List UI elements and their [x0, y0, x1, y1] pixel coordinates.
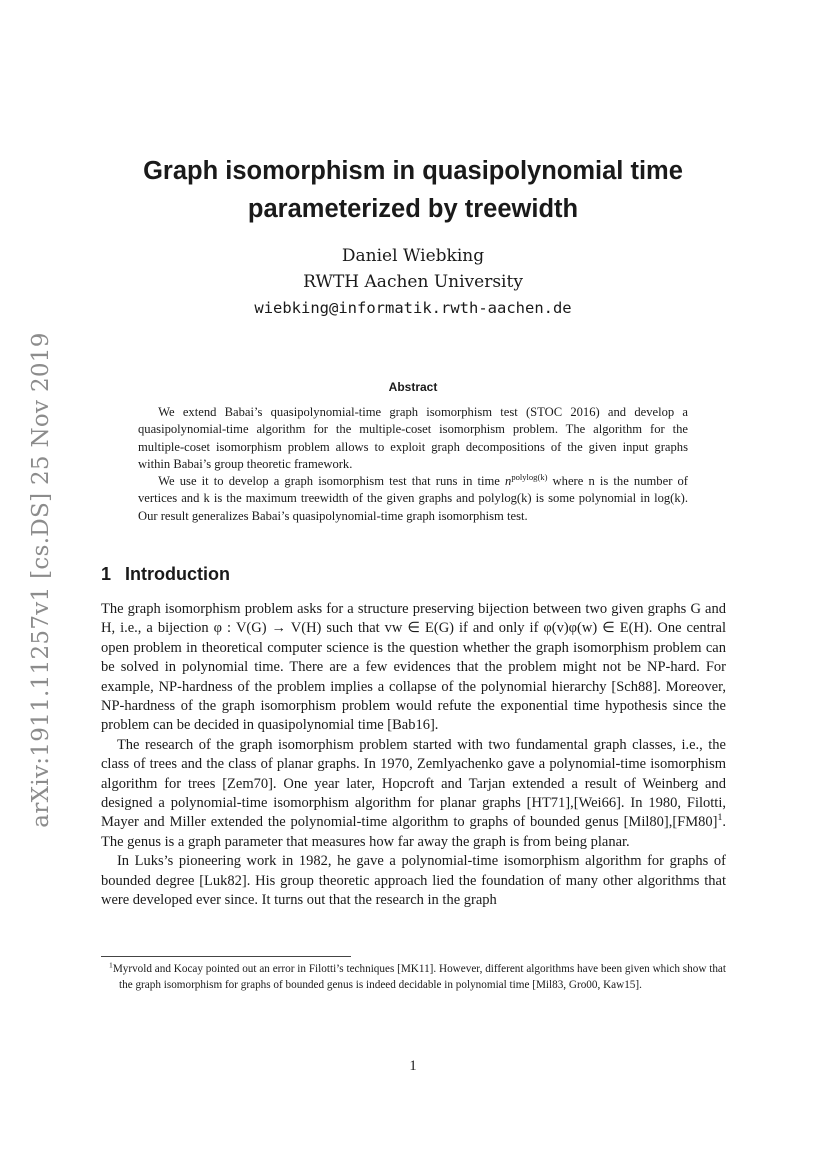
title-line-1: Graph isomorphism in quasipolynomial time [143, 157, 683, 185]
arxiv-identifier: arXiv:1911.11257v1 [cs.DS] 25 Nov 2019 [28, 332, 54, 828]
body-paragraph-2 [101, 736, 726, 852]
section-title: Introduction [125, 564, 230, 584]
body-p2-end: . The genus is a graph parameter that measures how far away the graph is from being planar. [101, 814, 726, 850]
abstract-p2-start: We use it to develop a graph isomorphism test that runs in time [158, 474, 506, 489]
footnote [101, 962, 726, 993]
body-paragraph-3: In Luks’s pioneering work in 1982, he gave a polynomial-time isomorphism algorithm for graphs of bounded degree [Luk82]. His group theoretic approach lied the foundation of many other algorithms that were developed ever since. It turns out that the research in the graph [101, 853, 726, 909]
page-number: 1 [409, 1058, 417, 1074]
abstract-heading: Abstract [388, 380, 438, 394]
arxiv-sidebar [26, 330, 56, 830]
abstract-paragraph-2 [138, 473, 688, 525]
abstract-p2-end: where n is the number of vertices and k is the maximum treewidth of the given graphs and polylog(k) is some polynomial in log(k). Our result generalizes Babai’s quasipolynomial-time graph isomorphism test. [138, 474, 689, 523]
section-heading-introduction [101, 564, 230, 585]
footnote-divider [101, 956, 351, 957]
abstract-paragraph-1: We extend Babai’s quasipolynomial-time graph isomorphism test (STOC 2016) and develop a quasipolynomial-time algorithm for the multiple-coset isomorphism problem. The algorithm for the multiple-coset isomorphism problem allows to exploit graph decompositions of the given input graphs within Babai’s group theoretic framework. [138, 405, 688, 471]
abstract-body [138, 404, 688, 525]
abstract-n-variable: n [505, 474, 512, 489]
abstract-exponent: polylog(k) [511, 472, 548, 482]
footnote-text: Myrvold and Kocay pointed out an error in Filotti’s techniques [MK11]. However, different algorithms have been given which show that the graph isomorphism for graphs of bounded genus is indeed decidable in polynomial time [Mil83, Gro00, Kaw15]. [112, 963, 726, 991]
paper-title [0, 152, 826, 228]
introduction-body [101, 600, 726, 911]
author-block [0, 243, 826, 321]
body-p2-start: The research of the graph isomorphism problem started with two fundamental graph classes, i.e., the class of trees and the class of planar graphs. In 1970, Zemlyachenko gave a polynomial-time isomorphism algorithm for trees [Zem70]. One year later, Hopcroft and Tarjan extended a result of Weinberg and designed a polynomial-time isomorphism algorithm for planar graphs [HT71],[Wei66]. In 1980, Filotti, Mayer and Miller extended the polynomial-time algorithm to graphs of bounded genus [Mil80],[FM80] [101, 736, 726, 831]
author-name: Daniel Wiebking [341, 246, 485, 266]
title-line-2: parameterized by treewidth [247, 195, 579, 223]
body-paragraph-1: The graph isomorphism problem asks for a structure preserving bijection between two given graphs G and H, i.e., a bijection φ : V(G) → V(H) such that vw ∈ E(G) if and only if φ(v)φ(w) ∈ E(H). One central open problem in theoretical computer science is the question whether the graph isomorphism problem can be solved in polynomial time. There are a few evidences that the problem might not be NP-hard. For example, NP-hardness of the problem implies a collapse of the polynomial hierarchy [Sch88]. Moreover, NP-hardness of the graph isomorphism problem would refute the exponential time hypothesis since the problem can be decided in quasipolynomial time [Bab16]. [101, 601, 726, 734]
footnote-text-block [101, 962, 726, 993]
author-affiliation: RWTH Aachen University [303, 272, 523, 292]
author-email[interactable]: wiebking@informatik.rwth-aachen.de [254, 299, 572, 317]
footnote-mark: 1 [109, 960, 113, 970]
section-number: 1 [101, 564, 112, 584]
footnote-reference[interactable]: 1 [717, 812, 723, 824]
